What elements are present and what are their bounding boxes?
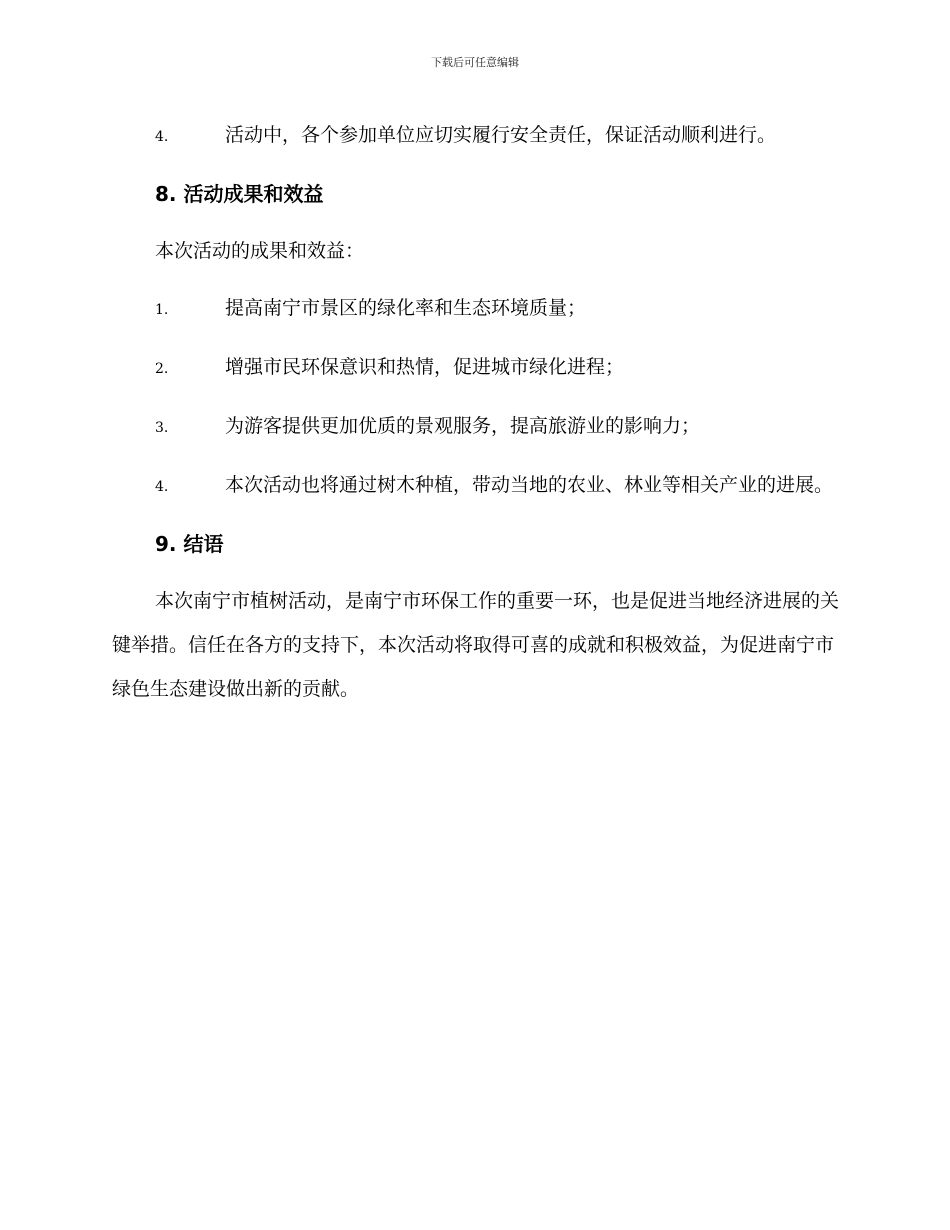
list-item: [112, 345, 840, 391]
list-number: 4.: [155, 129, 169, 145]
list-text: 本次活动也将通过树木种植，带动当地的农业、林业等相关产业的进展。: [225, 474, 834, 496]
list-item: [112, 286, 840, 332]
list-text: 为游客提供更加优质的景观服务，提高旅游业的影响力；: [225, 415, 701, 437]
section-heading: 8. 活动成果和效益: [155, 182, 324, 206]
list-item: [112, 404, 840, 450]
paragraph: 本次南宁市植树活动，是南宁市环保工作的重要一环，也是促进当地经济进展的关键举措。信任在各方的支持下，本次活动将取得可喜的成就和积极效益，为促进南宁市绿色生态建设做出新的贡献。: [112, 590, 840, 700]
section-heading: 9. 结语: [155, 532, 224, 556]
document-body: [112, 113, 840, 724]
paragraph: 本次活动的成果和效益：: [155, 240, 365, 262]
list-item: [112, 113, 840, 159]
page-header: 下载后可任意编辑: [431, 56, 519, 69]
list-text: 增强市民环保意识和热情，促进城市绿化进程；: [225, 356, 625, 378]
list-number: 4.: [155, 479, 169, 495]
list-number: 2.: [155, 361, 169, 377]
list-number: 3.: [155, 420, 169, 436]
list-text: 活动中，各个参加单位应切实履行安全责任，保证活动顺利进行。: [225, 124, 777, 146]
list-text: 提高南宁市景区的绿化率和生态环境质量；: [225, 297, 587, 319]
list-number: 1.: [155, 302, 169, 318]
list-item: [112, 463, 840, 509]
